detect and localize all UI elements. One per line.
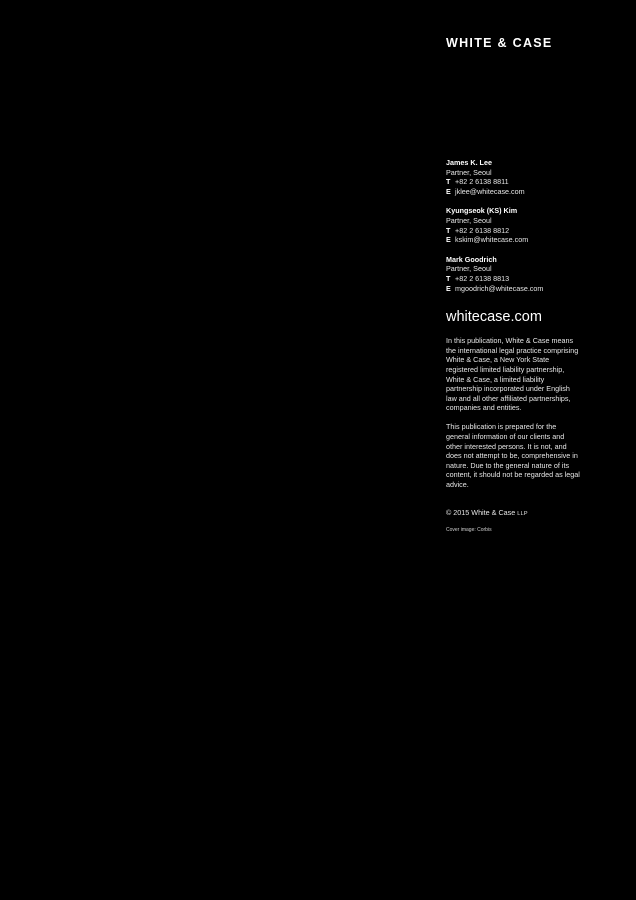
email-key-label: E <box>446 186 451 196</box>
contact-email[interactable]: kskim@whitecase.com <box>455 235 529 245</box>
disclaimer-entity-definition: In this publication, White & Case means the international legal practice comprising White & Case, a New York State registered limited liability partnership, White & Case, a limited liability partnership incorporated under English law and all other affiliated partnerships, companies and entities. <box>446 336 579 413</box>
contact-card-james-lee <box>446 158 586 196</box>
contact-phone: +82 2 6138 8813 <box>455 273 510 283</box>
contact-column <box>446 158 586 534</box>
copyright-notice <box>446 508 586 520</box>
contact-email-line <box>446 187 586 197</box>
website-link[interactable]: whitecase.com <box>446 309 542 326</box>
white-and-case-logo: WHITE & CASE <box>446 36 553 50</box>
contact-card-ks-kim <box>446 206 586 244</box>
copyright-llp-suffix: LLP <box>517 510 528 517</box>
disclaimer-legal-advice: This publication is prepared for the general information of our clients and other interested persons. It is not, and does not attempt to be, comprehensive in nature. Due to the general nature of its content, it should not be regarded as legal advice. <box>446 422 580 490</box>
contact-email[interactable]: mgoodrich@whitecase.com <box>455 283 544 293</box>
contact-email[interactable]: jklee@whitecase.com <box>455 186 525 196</box>
contact-name: James K. Lee <box>446 158 492 167</box>
contact-phone-line <box>446 274 586 284</box>
email-key-label: E <box>446 283 451 293</box>
phone-key-label: T <box>446 225 451 235</box>
contact-card-mark-goodrich <box>446 255 586 293</box>
contact-email-line <box>446 284 586 294</box>
cover-image-credit: Cover image: Corbis <box>446 527 492 534</box>
contact-name: Mark Goodrich <box>446 254 497 264</box>
contact-phone-line <box>446 226 586 236</box>
contact-phone-line <box>446 177 586 187</box>
contact-phone: +82 2 6138 8811 <box>455 177 509 187</box>
contact-role: Partner, Seoul <box>446 167 492 177</box>
copyright-text: © 2015 White & Case <box>446 507 516 517</box>
contact-role: Partner, Seoul <box>446 264 492 274</box>
phone-key-label: T <box>446 177 451 187</box>
email-key-label: E <box>446 235 451 245</box>
contact-email-line <box>446 235 586 245</box>
contact-name: Kyungseok (KS) Kim <box>446 206 518 216</box>
contact-role: Partner, Seoul <box>446 215 492 225</box>
phone-key-label: T <box>446 273 451 283</box>
contact-phone: +82 2 6138 8812 <box>455 225 510 235</box>
